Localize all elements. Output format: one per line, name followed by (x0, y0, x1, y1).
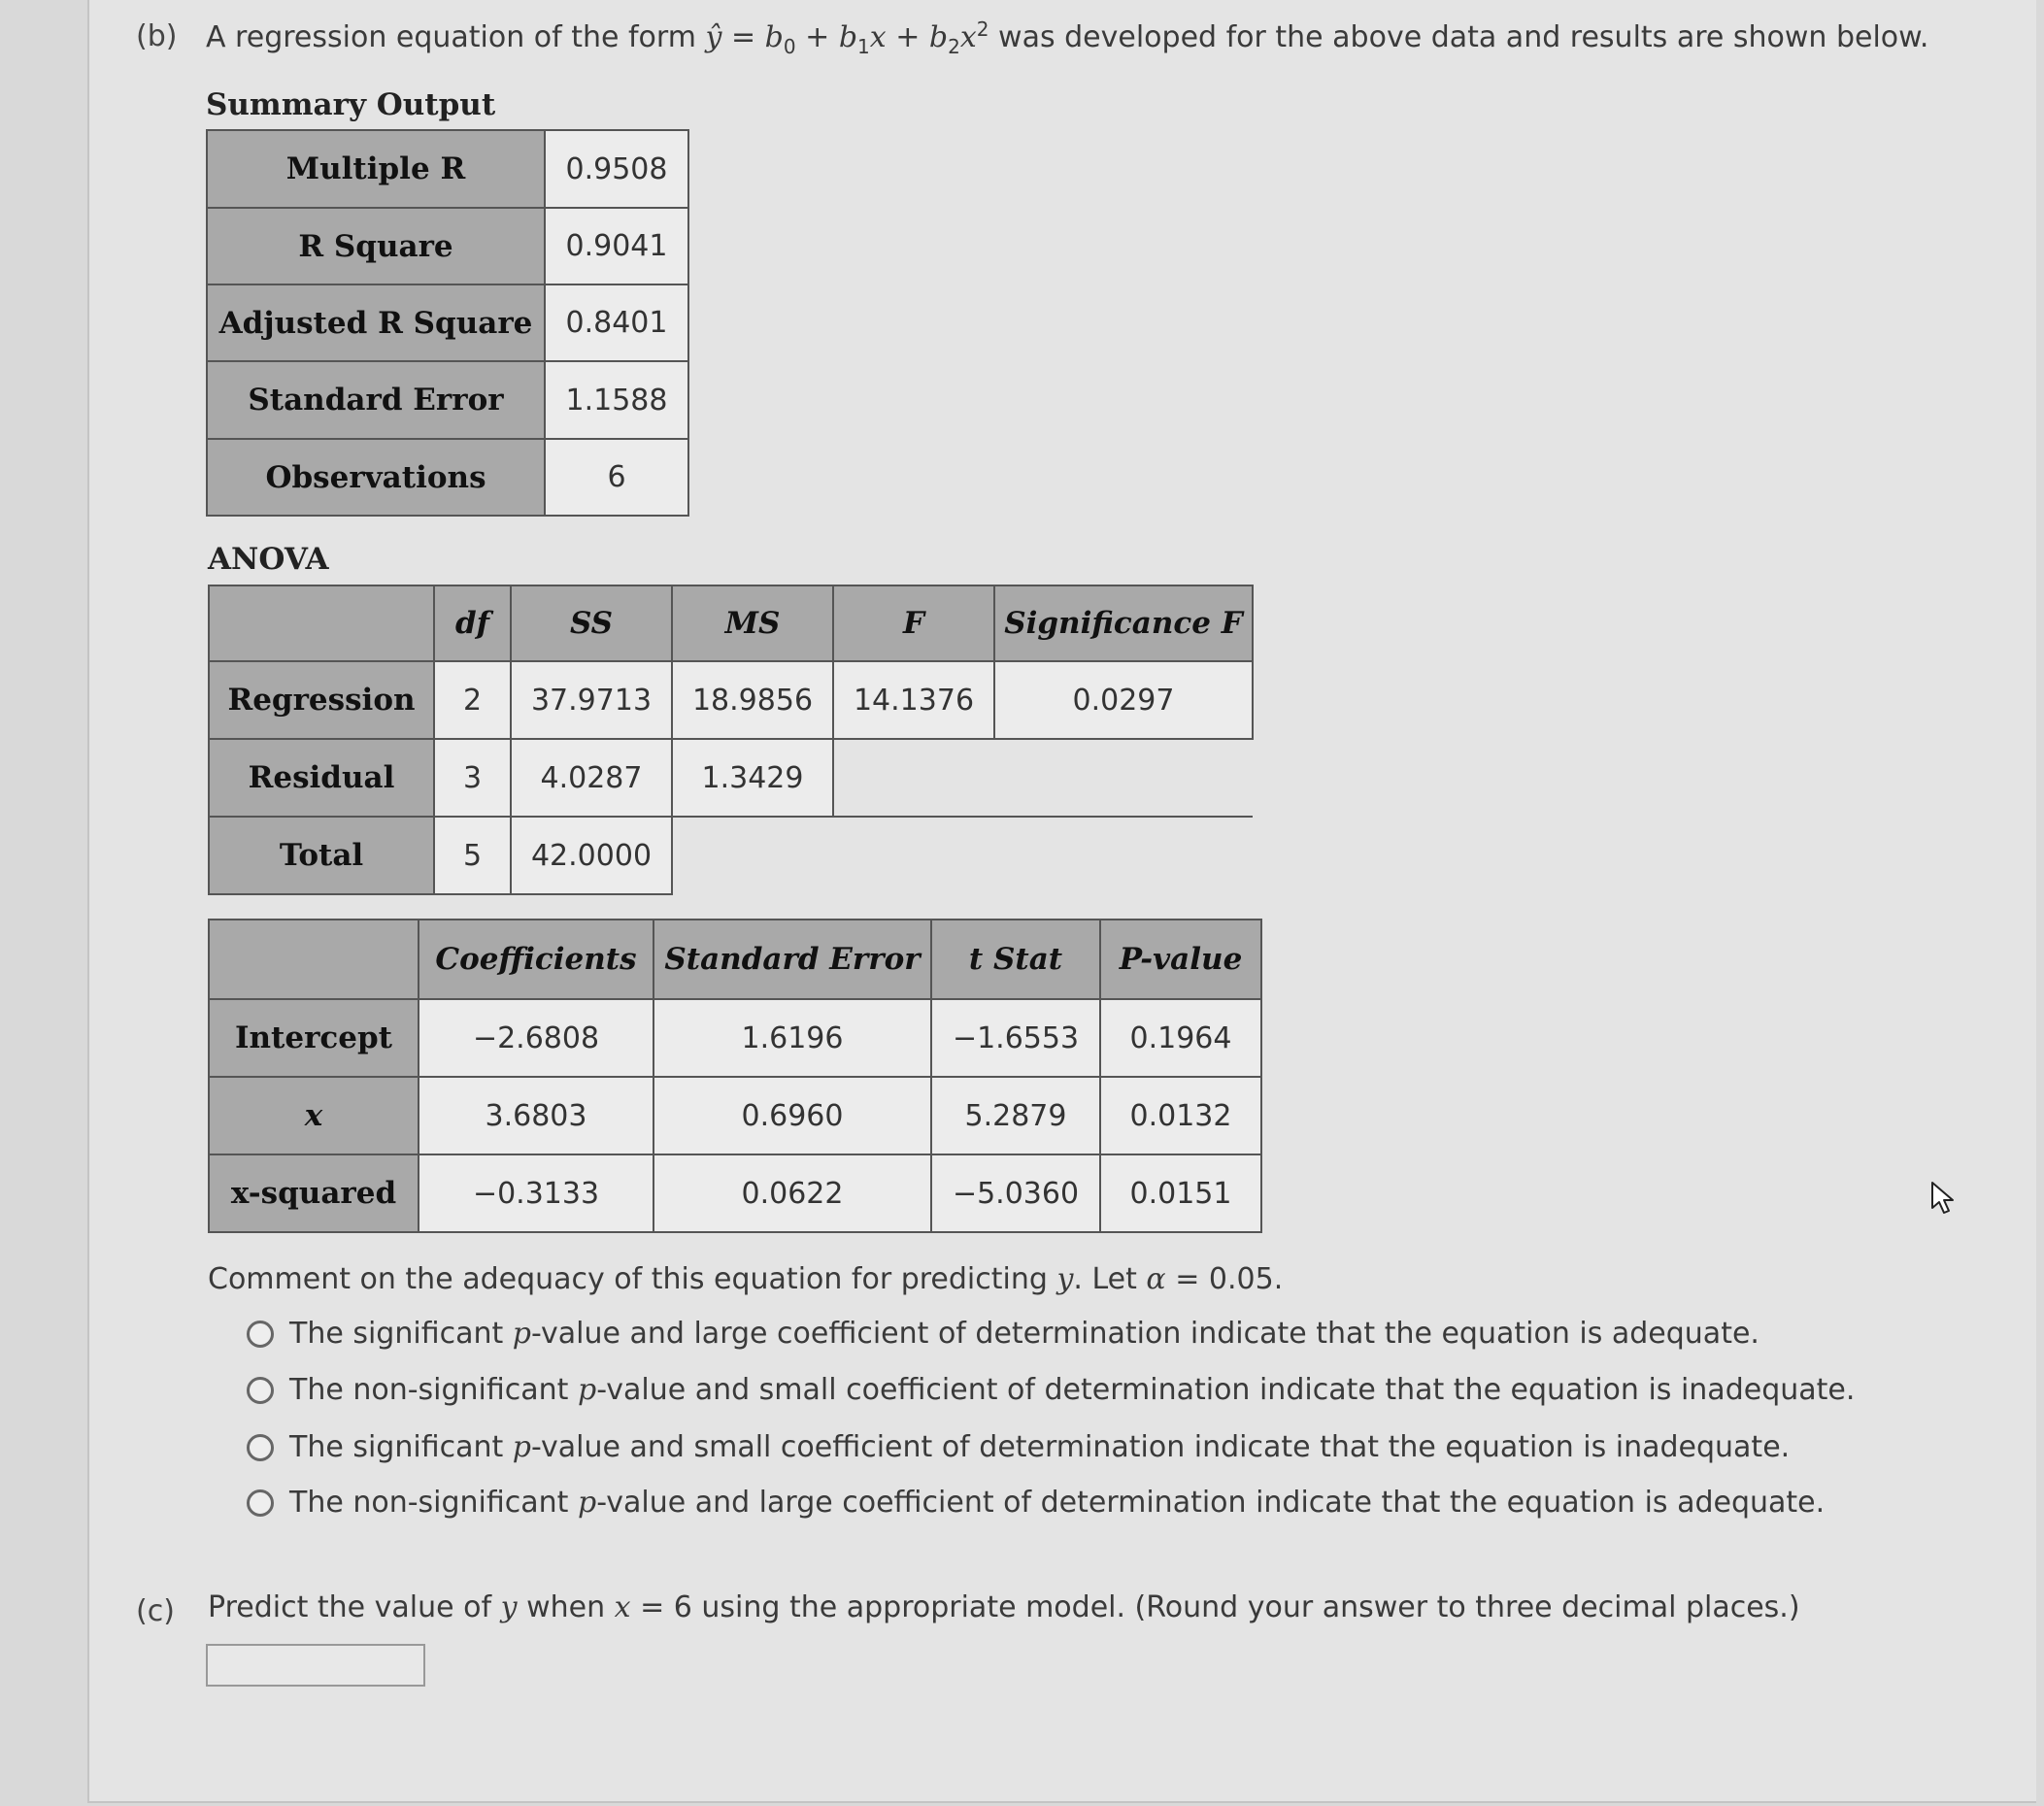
p-symbol: p (577, 1373, 597, 1407)
coef-header: Coefficients (419, 920, 653, 999)
coef-p: 0.0132 (1100, 1077, 1261, 1154)
sub-0: 0 (783, 35, 796, 58)
summary-value: 0.8401 (545, 284, 688, 361)
anova-header-row (209, 585, 1253, 661)
option-4[interactable] (247, 1486, 1825, 1520)
coef-se: 1.6196 (653, 999, 931, 1077)
summary-title: Summary Output (206, 87, 496, 122)
coef-value: −2.6808 (419, 999, 653, 1077)
part-c-text-mid: when (517, 1590, 615, 1624)
p-symbol: p (512, 1430, 531, 1464)
summary-row (207, 130, 688, 208)
equals-sign: = (721, 20, 765, 54)
summary-value: 0.9508 (545, 130, 688, 208)
coef-p: 0.0151 (1100, 1154, 1261, 1232)
summary-label: Observations (207, 439, 545, 516)
anova-header: SS (511, 585, 672, 661)
anova-row (209, 661, 1253, 739)
y-symbol: y (1056, 1262, 1074, 1296)
summary-label: Multiple R (207, 130, 545, 208)
anova-df: 3 (434, 739, 511, 817)
coef-t: 5.2879 (931, 1077, 1100, 1154)
part-c-label: (c) (136, 1594, 175, 1628)
x-symbol: x (869, 20, 887, 54)
anova-ms: 18.9856 (672, 661, 833, 739)
intro-text: A regression equation of the form (206, 20, 706, 54)
b2-symbol: b (928, 20, 949, 54)
part-c-text-end: = 6 using the appropriate model. (Round your answer to three decimal places.) (630, 1590, 1800, 1624)
part-c-question (208, 1590, 1800, 1624)
anova-df: 5 (434, 817, 511, 894)
coef-row (209, 999, 1261, 1077)
question-text-end: = 0.05. (1165, 1262, 1284, 1296)
coef-se: 0.0622 (653, 1154, 931, 1232)
option-text: The significant (289, 1317, 513, 1351)
coef-p: 0.1964 (1100, 999, 1261, 1077)
option-3[interactable] (247, 1430, 1790, 1464)
adequacy-question (208, 1262, 1283, 1296)
anova-ms: 1.3429 (672, 739, 833, 817)
anova-f: 14.1376 (833, 661, 994, 739)
coef-header: t Stat (931, 920, 1100, 999)
summary-row (207, 439, 688, 516)
summary-label: Adjusted R Square (207, 284, 545, 361)
part-b-intro (206, 17, 1928, 58)
radio-button[interactable] (247, 1321, 274, 1348)
radio-button[interactable] (247, 1434, 274, 1461)
summary-table (206, 129, 689, 517)
anova-row (209, 817, 1253, 894)
sub-1: 1 (857, 35, 870, 58)
anova-row-label: Regression (209, 661, 434, 739)
anova-header: df (434, 585, 511, 661)
coef-t: −1.6553 (931, 999, 1100, 1077)
anova-ss: 42.0000 (511, 817, 672, 894)
option-text-end: -value and small coefficient of determination indicate that the equation is inadequate. (596, 1373, 1856, 1407)
summary-label: R Square (207, 208, 545, 284)
option-text: The significant (289, 1430, 513, 1464)
anova-row-label: Residual (209, 739, 434, 817)
coef-value: 3.6803 (419, 1077, 653, 1154)
summary-value: 1.1588 (545, 361, 688, 439)
option-text-end: -value and small coefficient of determination indicate that the equation is inadequate. (531, 1430, 1791, 1464)
option-text-end: -value and large coefficient of determination indicate that the equation is adequate. (596, 1486, 1826, 1520)
option-text-end: -value and large coefficient of determination indicate that the equation is adequate. (531, 1317, 1759, 1351)
coef-header-row (209, 920, 1261, 999)
anova-header: F (833, 585, 994, 661)
option-2[interactable] (247, 1373, 1855, 1407)
anova-ss: 4.0287 (511, 739, 672, 817)
coef-row (209, 1077, 1261, 1154)
option-label (289, 1373, 1855, 1407)
part-b-label: (b) (136, 19, 178, 53)
empty-cell (672, 817, 1253, 894)
plus-2: + (886, 20, 929, 54)
coef-header: P-value (1100, 920, 1261, 999)
y-symbol: y (500, 1590, 518, 1624)
anova-title: ANOVA (208, 542, 329, 577)
summary-row (207, 284, 688, 361)
coef-row-label: Intercept (209, 999, 419, 1077)
p-symbol: p (512, 1317, 531, 1351)
radio-button[interactable] (247, 1489, 274, 1517)
option-label (289, 1486, 1825, 1520)
option-1[interactable] (247, 1317, 1759, 1351)
option-label (289, 1430, 1790, 1464)
summary-row (207, 361, 688, 439)
coef-row-label: x (209, 1077, 419, 1154)
coefficients-table (208, 919, 1262, 1233)
summary-value: 6 (545, 439, 688, 516)
yhat-symbol: ŷ (705, 20, 722, 54)
plus-1: + (795, 20, 839, 54)
coef-row-label: x-squared (209, 1154, 419, 1232)
anova-table (208, 585, 1254, 895)
b1-symbol: b (838, 20, 858, 54)
b0-symbol: b (764, 20, 784, 54)
x-symbol: x (614, 1590, 631, 1624)
coef-t: −5.0360 (931, 1154, 1100, 1232)
alpha-symbol: α (1146, 1262, 1166, 1296)
sub-2: 2 (948, 35, 960, 58)
anova-row-label: Total (209, 817, 434, 894)
summary-label: Standard Error (207, 361, 545, 439)
anova-df: 2 (434, 661, 511, 739)
question-text: Comment on the adequacy of this equation for predicting (208, 1262, 1057, 1296)
coef-se: 0.6960 (653, 1077, 931, 1154)
option-text: The non-significant (289, 1486, 578, 1520)
anova-header: MS (672, 585, 833, 661)
summary-row (207, 208, 688, 284)
sup-2: 2 (976, 17, 989, 41)
coef-corner (209, 920, 419, 999)
anova-corner (209, 585, 434, 661)
anova-row (209, 739, 1253, 817)
answer-input[interactable] (206, 1644, 425, 1687)
option-text: The non-significant (289, 1373, 578, 1407)
p-symbol: p (577, 1486, 597, 1520)
summary-value: 0.9041 (545, 208, 688, 284)
empty-cell (833, 739, 1253, 817)
anova-ss: 37.9713 (511, 661, 672, 739)
x-squared-symbol: x (959, 20, 977, 54)
coef-value: −0.3133 (419, 1154, 653, 1232)
intro-text-end: was developed for the above data and results are shown below. (988, 20, 1929, 54)
coef-row (209, 1154, 1261, 1232)
anova-sig: 0.0297 (994, 661, 1253, 739)
part-c-text: Predict the value of (208, 1590, 501, 1624)
anova-header: Significance F (994, 585, 1253, 661)
coef-header: Standard Error (653, 920, 931, 999)
mouse-pointer-icon (1930, 1181, 1958, 1216)
radio-button[interactable] (247, 1377, 274, 1404)
option-label (289, 1317, 1759, 1351)
question-text-mid: . Let (1073, 1262, 1147, 1296)
